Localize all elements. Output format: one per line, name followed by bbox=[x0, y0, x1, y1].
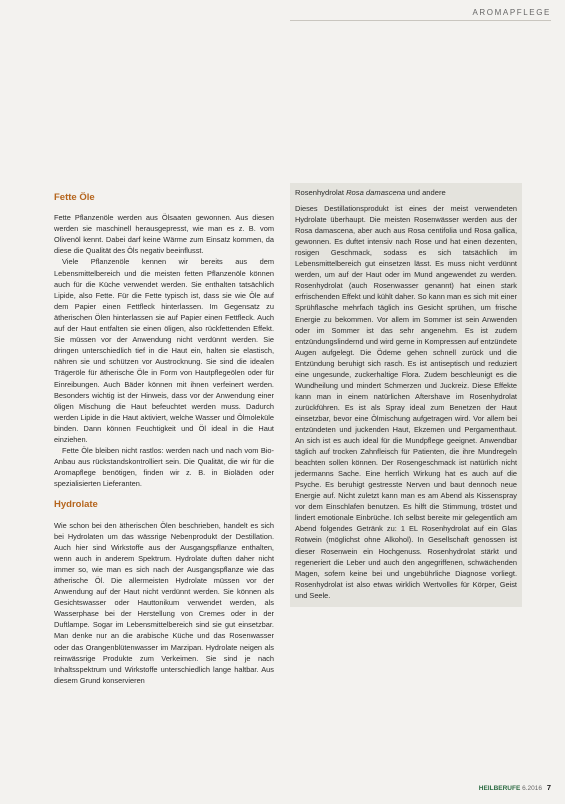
page-number: 7 bbox=[546, 783, 551, 792]
heading-hydrolate: Hydrolate bbox=[54, 499, 98, 511]
footer-issue: 6.2016 bbox=[522, 785, 543, 792]
left-column bbox=[54, 192, 274, 686]
paragraph: Fette Öle bleiben nicht rastlos: werden nach und nach vom Bio-Anbau aus rückstandskontrolliert sein. Die Qualität, die wir für die Aromapflege benötigen, finden wir z. B. in Bioläden oder spezialisierten Lieferanten. bbox=[54, 446, 274, 489]
sidebar-box-rosenhydrolat bbox=[290, 183, 522, 607]
box-title-suffix: und andere bbox=[405, 188, 446, 197]
footer-brand: HEILBERUFE bbox=[478, 785, 521, 792]
heading-fette-oele: Fette Öle bbox=[54, 192, 95, 203]
box-paragraph: Dieses Destillationsprodukt ist eines der meist verwendeten Hydrolate überhaupt. Die meisten Rosenwässer werden aus der Rosa damascena, aber auch aus Rosa centifolia und Rosa gallica, gewonnen. Es duftet intensiv nach Rose und hat einen dezenten, rosigen Geschmack, sodass es sich tatsächlich im Lebensmittelbereich gut einsetzen lässt. Es muss nicht verdünnt werden, um auf der Haut oder im Mund angewendet zu werden. Rosenhydrolat (auch Rosenwasser genannt) hat einen stark erfrischenden Effekt und kühlt daher. So kann man es sich mit einer Sprühflasche mehrfach täglich ins Gesicht sprühen, um frische Energie zu bekommen. Vor allem im Sommer ist sein Anwenden oder im Sommer ist das sehr angenehm. Es ist zudem entzündungslindernd und wird gerne in Kompressen auf entzündete Augen aufgelegt. Die Ödeme gehen schnell zurück und die Entzündung beruhigt sich rasch. Es ist antiseptisch und reduziert eine ungesunde, zuckerhaltige Flora. Zudem beschleunigt es die Wundheilung und mindert Schmerzen und Juckreiz. Diese Effekte kann man in einem natürlichen Aftershave im Rosenhydrolat zurückführen. Es ist als Spray ideal zum Benetzen der Haut einsetzbar, bevor eine Ölmischung aufgetragen wird. Vor allem bei entzündeten und juckenden Haut, Ekzemen und Pergamenthaut. An sich ist es auch ideal für die Mundpflege geeignet. Anwendbar täglich auf trocken Zahnfleisch für Patienten, die ihre Mundregeln beachten sollen können. Der Rosengeschmack ist natürlich nicht jedermanns Sache. Eine herrlich Wirkung hat es auch auf die Psyche. Es beruhigt gestresste Nerven und baut dennoch neue Energie auf. Nicht zuletzt kann man es am Abend als Kissenspray vor dem Einschlafen benutzen. Es hilft die Stimmung, tröstet und lindert emotionale Einbrüche. Ich selbst bereite mir gelegentlich am Abend folgendes Getränk zu: 1 EL Rosenhydrolat auf ein Glas Rotwein (möglichst ohne Alkohol). In Gesellschaft genossen ist dieser Rosenwein ein Hochgenuss. Rosenhydrolat stärkt und regeneriert die Leber und auch den angegriffenen, schwächenden Magen, sofern keine bei und ungebührliche Diagnose vorliegt. Rosenhydrolat ist also etwas wirklich Wertvolles für Körper, Geist und Seele. bbox=[295, 204, 517, 600]
box-title-latin-name: Rosa damascena bbox=[346, 188, 406, 197]
box-title bbox=[295, 187, 517, 198]
paragraph: Wie schon bei den ätherischen Ölen beschrieben, handelt es sich bei Hydrolaten um das wässrige Nebenprodukt der Destillation. Auch hier sind Wirkstoffe aus der Ausgangspflanze enthalten, wenn auch in anderem Spektrum. Hydrolate duften daher nicht immer so, wie man es sich nach der Ausgangspflanze wie das ätherische Öl. Die allermeisten Hydrolate müssen vor der Anwendung auf der Haut nicht verdünnt werden. Sie können als Gesichtswasser oder Hauttonikum verwendet werden, als Wasserphase bei der Herstellung von Cremes oder in der Duftlampe. Sogar im Lebensmittelbereich sind sie gut einsetzbar. Man denke nur an die arabische Küche und das Rosenwasser oder das Orangenblütenwasser im Marzipan. Hydrolate neigen als reinwässrige Produkte zum Verkeimen. Sie sind je nach Inhaltsspektrum und Wirkstoffe unterschiedlich lange haltbar. Aus diesem Grund konservieren bbox=[54, 520, 274, 685]
section-gap bbox=[54, 489, 274, 499]
section-label: AROMAPFLEGE bbox=[472, 8, 551, 17]
box-title-prefix: Rosenhydrolat bbox=[295, 188, 347, 197]
paragraph: Viele Pflanzenöle kennen wir bereits aus dem Lebensmittelbereich und die meisten fetten Pflanzenöle können auch für die Küche verwendet werden. Sie enthalten tatsächlich Lipide, also Fette. Für die Fette typisch ist, dass sie wie Öle auf dem Papier einen Fettfleck hinterlassen. Im Gegensatz zu ätherischen Ölen hinterlassen sie auf Papier einen Fettfleck. Auch auf der Haut entfalten sie einen öligen, also rückfettenden Effekt. Sie müssen vor der Anwendung nicht verdünnt werden. Sie dringen unterschiedlich tief in die Haut ein, halten sie elastisch, nähren sie und schützen vor Austrocknung. Sie sind die idealen Trägeröle für ätherische Öle in Form von Hautpflegeölen oder für Einreibungen. Auch Bäder können mit ihnen verfeinert werden. Besonders wichtig ist der Hinweis, dass vor der Anwendung einer öligen Mischung die Haut befeuchtet werden muss. Dadurch werden Lipide in die Haut aktiviert, welche Wasser und Ölmoleküle binden. Dann können Feuchtigkeit und Öl ideal in die Haut einziehen. bbox=[54, 257, 274, 444]
paragraph: Fette Pflanzenöle werden aus Ölsaaten gewonnen. Aus diesen werden sie maschinell herausgepresst, wie man es z. B. vom Olivenöl kennt. Dabei darf keine Wärme zum Einsatz kommen, da diese die Qualität des Öls negativ beeinflusst. bbox=[54, 213, 274, 256]
header-rule bbox=[290, 20, 551, 21]
footer bbox=[479, 783, 551, 792]
